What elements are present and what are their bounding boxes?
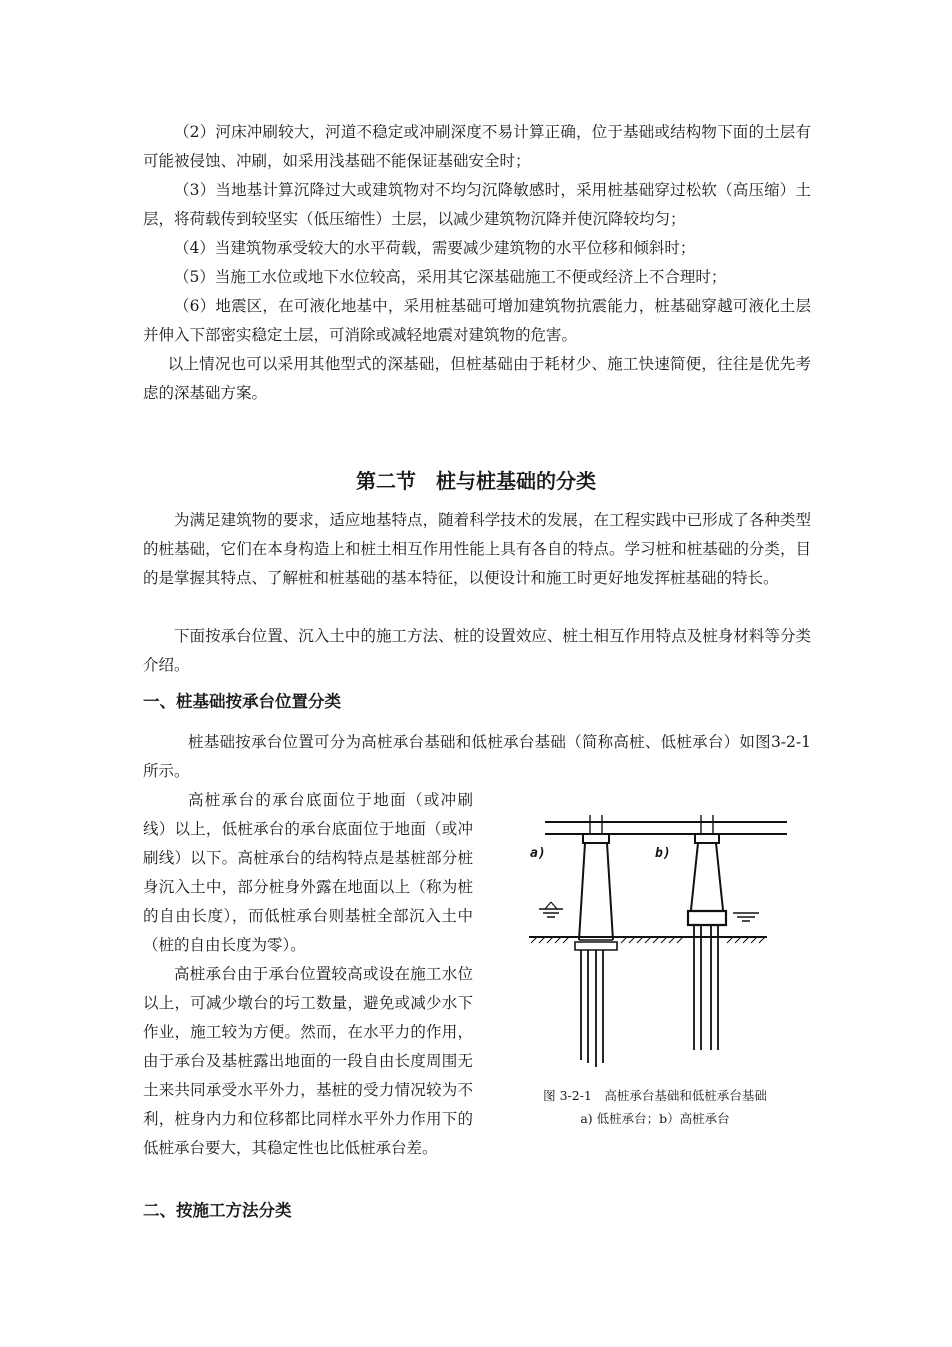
summary-paragraph: 以上情况也可以采用其他型式的深基础，但桩基础由于耗材少、施工快速简便，往往是优先考虑的深基础方案。 xyxy=(143,355,811,402)
figure-label-b: b) xyxy=(655,846,671,861)
list-item-5: （5）当施工水位或地下水位较高，采用其它深基础施工不便或经济上不合理时； xyxy=(174,268,727,286)
intro-paragraph: 为满足建筑物的要求，适应地基特点，随着科学技术的发展，在工程实践中已形成了各种类型的桩基础，它们在本身构造上和桩土相互作用性能上具有各自的特点。学习桩和桩基础的分类，目的是掌握其特点、了解桩和桩基础的基本特征，以便设计和施工时更好地发挥桩基础的特长。 xyxy=(143,511,811,587)
figure-caption-sub: a) 低桩承台；b）高桩承台 xyxy=(580,1111,730,1125)
list-item-2: （2）河床冲刷较大，河道不稳定或冲刷深度不易计算正确，位于基础或结构物下面的土层有可能被侵蚀、冲刷，如采用浅基础不能保证基础安全时； xyxy=(143,123,811,170)
subsection-1-paragraph-1: 桩基础按承台位置可分为高桩承台基础和低桩承台基础（简称高桩、低桩承台）如图3-2-1所示。 xyxy=(143,733,811,780)
subsection-1-paragraph-3: 高桩承台由于承台位置较高或设在施工水位以上，可减少墩台的圬工数量，避免或减少水下作业，施工较为方便。然而，在水平力的作用，由于承台及基桩露出地面的一段自由长度周围无土来共同承受水平外力，基桩的受力情况较为不利，桩身内力和位移都比同样水平外力作用下的低桩承台要大，其稳定性也比低桩承台差。 xyxy=(143,965,473,1157)
section-title: 第二节 桩与桩基础的分类 xyxy=(356,469,596,493)
subsection-title-2: 二、按施工方法分类 xyxy=(143,1201,292,1220)
subsection-title-1: 一、桩基础按承台位置分类 xyxy=(143,692,341,711)
subsection-1-paragraph-2: 高桩承台的承台底面位于地面（或冲刷线）以上，低桩承台的承台底面位于地面（或冲刷线）以下。高桩承台的结构特点是基桩部分桩身沉入土中，部分桩身外露在地面以上（称为桩的自由长度），而低桩承台则基桩全部沉入土中（桩的自由长度为零）。 xyxy=(143,791,473,954)
list-item-4: （4）当建筑物承受较大的水平荷载，需要减少建筑物的水平位移和倾斜时； xyxy=(174,239,696,257)
list-item-6: （6）地震区，在可液化地基中，采用桩基础可增加建筑物抗震能力，桩基础穿越可液化土层并伸入下部密实稳定土层，可消除或减轻地震对建筑物的危害。 xyxy=(143,297,811,344)
intro-paragraph-2: 下面按承台位置、沉入土中的施工方法、桩的设置效应、桩土相互作用特点及桩身材料等分类介绍。 xyxy=(143,627,811,674)
list-item-3: （3）当地基计算沉降过大或建筑物对不均匀沉降敏感时，采用桩基础穿过松软（高压缩）土层，将荷载传到较坚实（低压缩性）土层，以减少建筑物沉降并使沉降较均匀； xyxy=(143,181,811,228)
figure-label-a: a) xyxy=(530,846,546,861)
figure-caption: 图 3-2-1 高桩承台基础和低桩承台基础 xyxy=(543,1088,767,1103)
